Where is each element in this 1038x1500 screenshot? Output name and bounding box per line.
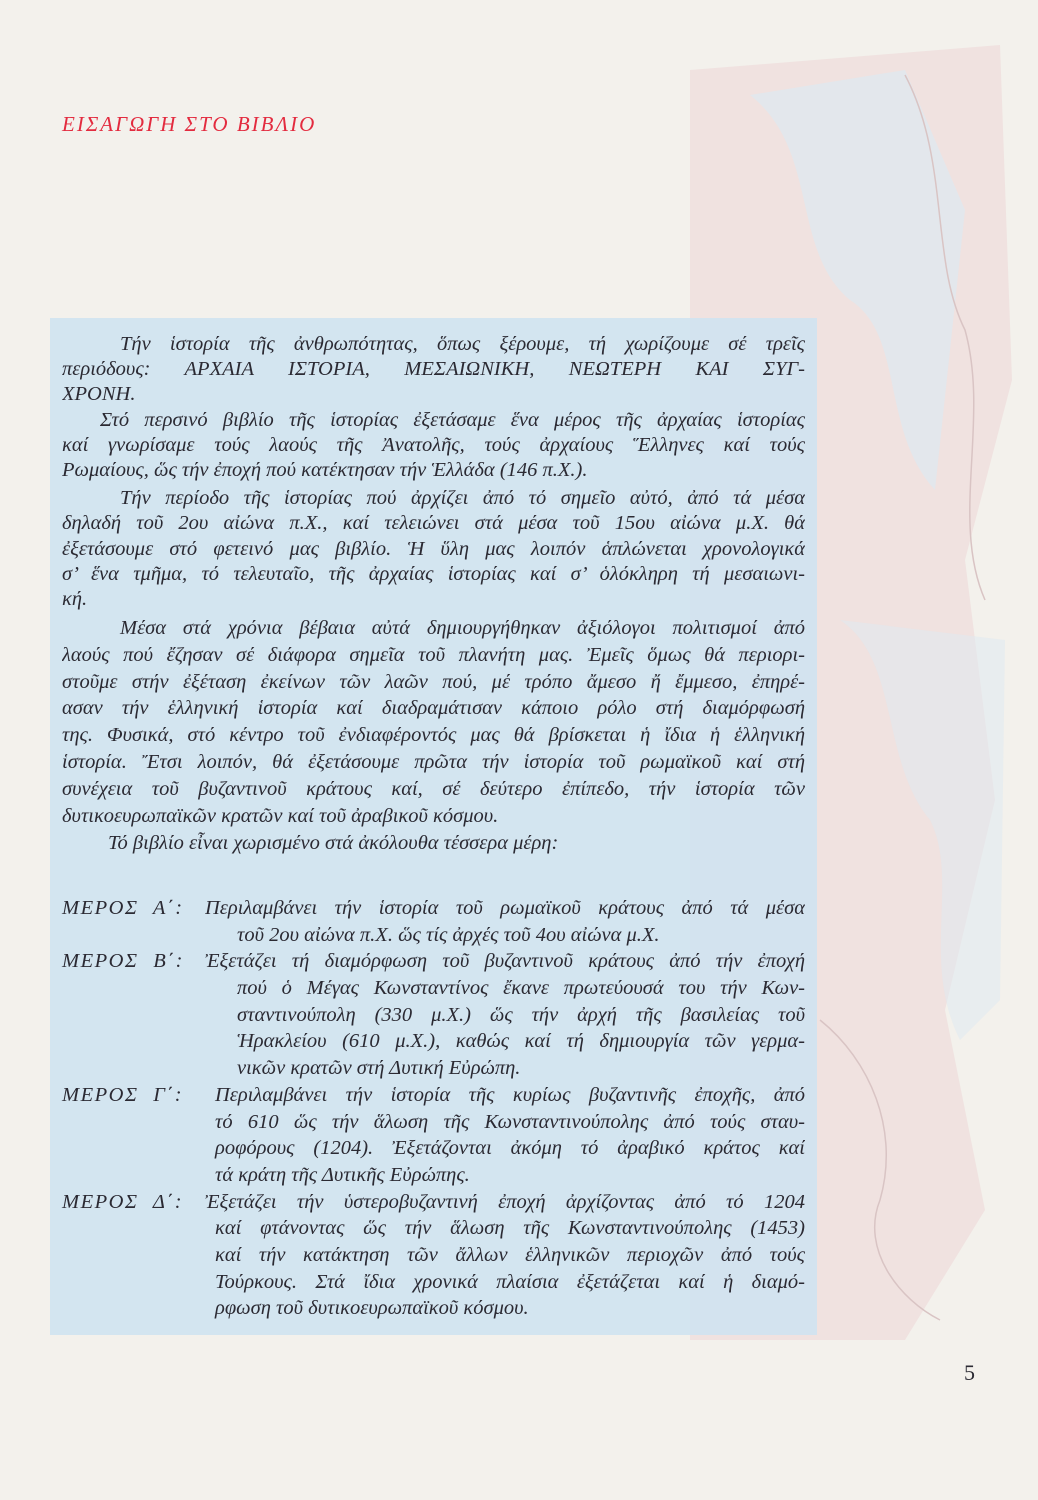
text-line: δυτικοευρωπαϊκῶν κρατῶν καί τοῦ ἀραβικοῦ κόσμου. [62,804,499,827]
part-text-line: πού ὁ Μέγας Κωνσταντίνος ἔκανε πρωτεύουσά του τήν Κων- [237,977,805,1000]
part-text-line: Τούρκους. Στά ἴδια χρονικά πλαίσια ἐξετάζεται καί ἡ διαμό- [215,1270,805,1293]
section-heading: ΕΙΣΑΓΩΓΗ ΣΤΟ ΒΙΒΛΙΟ [62,112,317,136]
part-description [205,948,805,1081]
parts-list [62,895,805,1322]
page-number: 5 [964,1360,975,1385]
text-line: ΧΡΟΝΗ. [62,383,136,406]
part-text-line: τά κράτη τῆς Δυτικῆς Εὐρώπης. [215,1163,470,1186]
part-item [62,1189,805,1322]
part-label: ΜΕΡΟΣ Β΄: [62,950,184,973]
part-description [205,1189,805,1322]
text-line: Μέσα στά χρόνια βέβαια αὐτά δημιουργήθηκαν ἀξιόλογοι πολιτισμοί ἀπό [120,617,805,640]
part-text-line: ρφωση τοῦ δυτικοευρωπαϊκοῦ κόσμου. [215,1297,529,1320]
part-item [62,1082,805,1189]
text-line: Τό βιβλίο εἶναι χωρισμένο στά ἀκόλουθα τέσσερα μέρη: [108,832,559,855]
part-text-line: Ἐξετάζει τή διαμόρφωση τοῦ βυζαντινοῦ κράτους ἀπό τήν ἐποχή [205,950,805,973]
part-text-line: τοῦ 2ου αἰώνα π.Χ. ὥς τίς ἀρχές τοῦ 4ου αἰώνα μ.Χ. [237,923,660,946]
text-line: Ρωμαίους, ὥς τήν ἐποχή πού κατέκτησαν τήν Ἑλλάδα (146 π.Χ.). [62,458,588,481]
part-item [62,895,805,948]
text-line: ἐξετάσουμε στό φετεινό μας βιβλίο. Ἡ ὕλη μας λοιπόν ἁπλώνεται χρονολογικά [62,537,805,560]
text-line: ἱστορία. Ἔτσι λοιπόν, θά ἐξετάσουμε πρῶτα τήν ἱστορία τοῦ ρωμαϊκοῦ καί στή [62,751,805,774]
text-line: δηλαδή τοῦ 2ου αἰώνα π.Χ., καί τελειώνει στά μέσα τοῦ 15ου αἰώνα μ.Χ. θά [62,512,805,535]
part-text-line: καί φτάνοντας ὥς τήν ἅλωση τῆς Κωνσταντινούπολης (1453) [215,1217,805,1240]
text-line: καί γνωρίσαμε τούς λαούς τῆς Ἀνατολῆς, τούς ἀρχαίους Ἕλληνες καί τούς [62,433,805,456]
part-description [205,895,805,948]
text-line: της. Φυσικά, στό κέντρο τοῦ ἐνδιαφέροντός μας θά βρίσκεται ἡ ἴδια ἡ ἑλληνική [62,724,805,747]
part-text-line: Ἐξετάζει τήν ὑστεροβυζαντινή ἐποχή ἀρχίζοντας ἀπό τό 1204 [205,1190,805,1213]
part-description [205,1082,805,1189]
part-text-line: σταντινούπολη (330 μ.Χ.) ὥς τήν ἀρχή τῆς βασιλείας τοῦ [237,1003,805,1026]
part-label: ΜΕΡΟΣ Δ΄: [62,1190,184,1213]
paragraph [62,831,805,856]
paragraph [62,332,805,408]
part-text-line: ροφόρους (1204). Ἐξετάζονται ἀκόμη τό ἀραβικό κράτος καί [215,1137,805,1160]
part-text-line: Περιλαμβάνει τήν ἱστορία τῆς κυρίως βυζαντινῆς ἐποχῆς, ἀπό [215,1083,805,1106]
text-line: κή. [62,587,88,610]
part-text-line: Ἡρακλείου (610 μ.Χ.), καθώς καί τή δημιουργία τῶν γερμα- [237,1030,805,1053]
text-line: Στό περσινό βιβλίο τῆς ἱστορίας ἐξετάσαμε ἕνα μέρος τῆς ἀρχαίας ἱστορίας [100,408,805,431]
text-line: ασαν τήν ἑλληνική ἱστορία καί διαδραμάτισαν κάποιο ρόλο στή διαμόρφωσή [62,697,805,720]
part-text-line: νικῶν κρατῶν στή Δυτική Εὐρώπη. [237,1057,521,1080]
part-label: ΜΕΡΟΣ Α΄: [62,897,184,919]
part-text-line: Περιλαμβάνει τήν ἱστορία τοῦ ρωμαϊκοῦ κράτους ἀπό τά μέσα [205,897,805,919]
paragraph [62,486,805,612]
text-line: Τήν ἱστορία τῆς ἀνθρωπότητας, ὅπως ξέρουμε, τή χωρίζουμε σέ τρεῖς [120,333,805,355]
part-text-line: τό 610 ὥς τήν ἅλωση τῆς Κωνσταντινούπολης ἀπό τούς σταυ- [215,1110,805,1133]
paragraph [62,615,805,829]
part-label: ΜΕΡΟΣ Γ΄: [62,1083,184,1106]
text-line: στοῦμε στήν ἐξέταση ἐκείνων τῶν λαῶν πού, μέ τρόπο ἄμεσο ἤ ἔμμεσο, ἐπηρέ- [62,670,805,693]
part-text-line: καί τήν κατάκτηση τῶν ἄλλων ἑλληνικῶν περιοχῶν ἀπό τούς [215,1243,805,1266]
text-line: συνέχεια τοῦ βυζαντινοῦ κράτους καί, σέ δεύτερο ἐπίπεδο, τήν ἱστορία τῶν [62,777,805,800]
text-line: λαούς πού ἔζησαν σέ διάφορα σημεῖα τοῦ πλανήτη μας. Ἐμεῖς ὅμως θά περιορι- [62,643,805,666]
text-line: περιόδους: ΑΡΧΑΙΑ ΙΣΤΟΡΙΑ, ΜΕΣΑΙΩΝΙΚΗ, ΝΕΩΤΕΡΗ ΚΑΙ ΣΥΓ- [62,358,805,381]
intro-text [62,332,805,857]
paragraph [62,408,805,484]
part-item [62,948,805,1081]
text-line: Τήν περίοδο τῆς ἱστορίας πού ἀρχίζει ἀπό τό σημεῖο αὐτό, ἀπό τά μέσα [120,487,805,510]
text-line: σ’ ἕνα τμῆμα, τό τελευταῖο, τῆς ἀρχαίας ἱστορίας καί σ’ ὁλόκληρη τή μεσαιωνι- [62,562,805,585]
